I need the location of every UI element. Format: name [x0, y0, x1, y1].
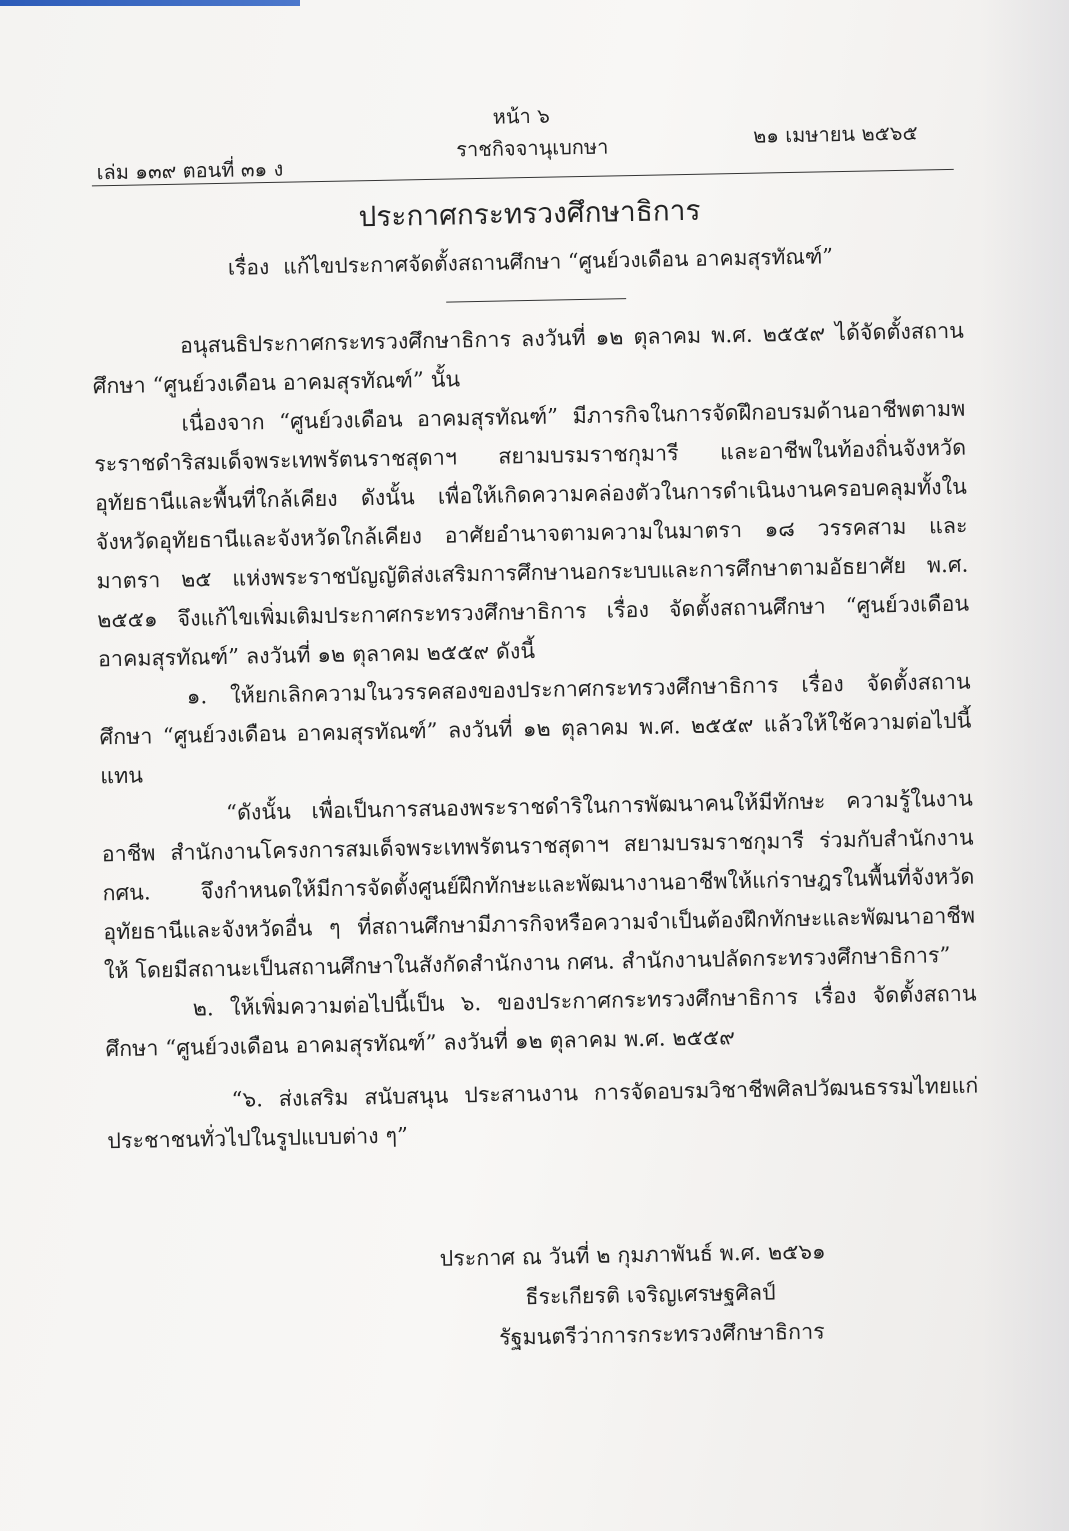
paragraph-preamble: อนุสนธิประกาศกระทรวงศึกษาธิการ ลงวันที่ ๑๒ ตุลาคม พ.ศ. ๒๕๕๙ ได้จัดตั้งสถานศึกษา “ศูนย์วงเดือน อาคมสุรทัณฑ์” นั้น — [92, 318, 965, 400]
paragraph-reason: เนื่องจาก “ศูนย์วงเดือน อาคมสุรทัณฑ์” มีภารกิจในการจัดฝึกอบรมด้านอาชีพตามพระราชดำริสมเด็จพระเทพรัตนราชสุดาฯ สยามบรมราชกุมารี และอาชีพในท้องถิ่นจังหวัดอุทัยธานีและพื้นที่ใกล้เคียง ดังนั้น เพื่อให้เกิดความคล่องตัวในการดำเนินงานครอบคลุมทั้งในจังหวัดอุทัยธานีและจังหวัดใกล้เคียง อาศัยอำนาจตามความในมาตรา ๑๘ วรรคสาม และมาตรา ๒๕ แห่งพระราชบัญญัติส่งเสริมการศึกษานอกระบบและการศึกษาตามอัธยาศัย พ.ศ. ๒๕๕๑ จึงแก้ไขเพิ่มเติมประกาศกระทรวงศึกษาธิการ เรื่อง จัดตั้งสถานศึกษา “ศูนย์วงเดือน อาคมสุรทัณฑ์” ลงวันที่ ๑๒ ตุลาคม ๒๕๕๙ ดังนี้ — [94, 396, 970, 673]
signature-block — [429, 1233, 827, 1361]
paragraph-clause-1-text: “ดังนั้น เพื่อเป็นการสนองพระราชดำริในการพัฒนาคนให้มีทักษะ ความรู้ในงานอาชีพ สำนักงานโครงการสมเด็จพระเทพรัตนราชสุดาฯ สยามบรมราชกุมารี ร่วมกับสำนักงาน กศน. จึงกำหนดให้มีการจัดตั้งศูนย์ฝึกทักษะและพัฒนางานอาชีพให้แก่ราษฎรในพื้นที่จังหวัดอุทัยธานีและจังหวัดอื่น ๆ ที่สถานศึกษามีภารกิจหรือความจำเป็นต้องฝึกทักษะและพัฒนาอาชีพให้ โดยมีสถานะเป็นสถานศึกษาในสังกัดสำนักงาน กศน. สำนักงานปลัดกระทรวงศึกษาธิการ” — [101, 786, 976, 985]
signatory-name: ธีระเกียรติ เจริญเศรษฐศิลป์ — [525, 1280, 776, 1311]
subject-text: แก้ไขประกาศจัดตั้งสถานศึกษา “ศูนย์วงเดือน อาคมสุรทัณฑ์” — [282, 244, 834, 279]
paragraph-clause-1: ๑. ให้ยกเลิกความในวรรคสองของประกาศกระทรวงศึกษาธิการ เรื่อง จัดตั้งสถานศึกษา “ศูนย์วงเดือน อาคมสุรทัณฑ์” ลงวันที่ ๑๒ ตุลาคม พ.ศ. ๒๕๕๙ แล้วให้ใช้ความต่อไปนี้แทน — [99, 669, 972, 790]
header-gazette-name: ราชกิจจานุเบกษา — [456, 134, 609, 162]
header-volume: เล่ม ๑๓๙ ตอนที่ ๓๑ ง — [96, 156, 284, 185]
header-date: ๒๑ เมษายน ๒๕๖๕ — [752, 120, 918, 148]
signatory-position: รัฐมนตรีว่าการกระทรวงศึกษาธิการ — [498, 1319, 825, 1351]
paragraph-clause-2: ๒. ให้เพิ่มความต่อไปนี้เป็น ๖. ของประกาศกระทรวงศึกษาธิการ เรื่อง จัดตั้งสถานศึกษา “ศูนย์วงเดือน อาคมสุรทัณฑ์” ลงวันที่ ๑๒ ตุลาคม พ.ศ. ๒๕๕๙ — [105, 981, 977, 1063]
paragraph-clause-2-text: “๖. ส่งเสริม สนับสนุน ประสานงาน การจัดอบรมวิชาชีพศิลปวัฒนธรรมไทยแก่ประชาชนทั่วไปในรูปแบบต่าง ๆ” — [107, 1073, 979, 1155]
document-body — [92, 312, 980, 1162]
document-title: ประกาศกระทรวงศึกษาธิการ — [358, 193, 701, 234]
document-subject — [90, 238, 970, 288]
title-divider — [446, 298, 626, 302]
announcement-date: ประกาศ ณ วันที่ ๒ กุมภาพันธ์ พ.ศ. ๒๕๖๑ — [439, 1239, 826, 1272]
subject-label: เรื่อง — [227, 255, 270, 280]
header-page-number: หน้า ๖ — [492, 103, 551, 129]
